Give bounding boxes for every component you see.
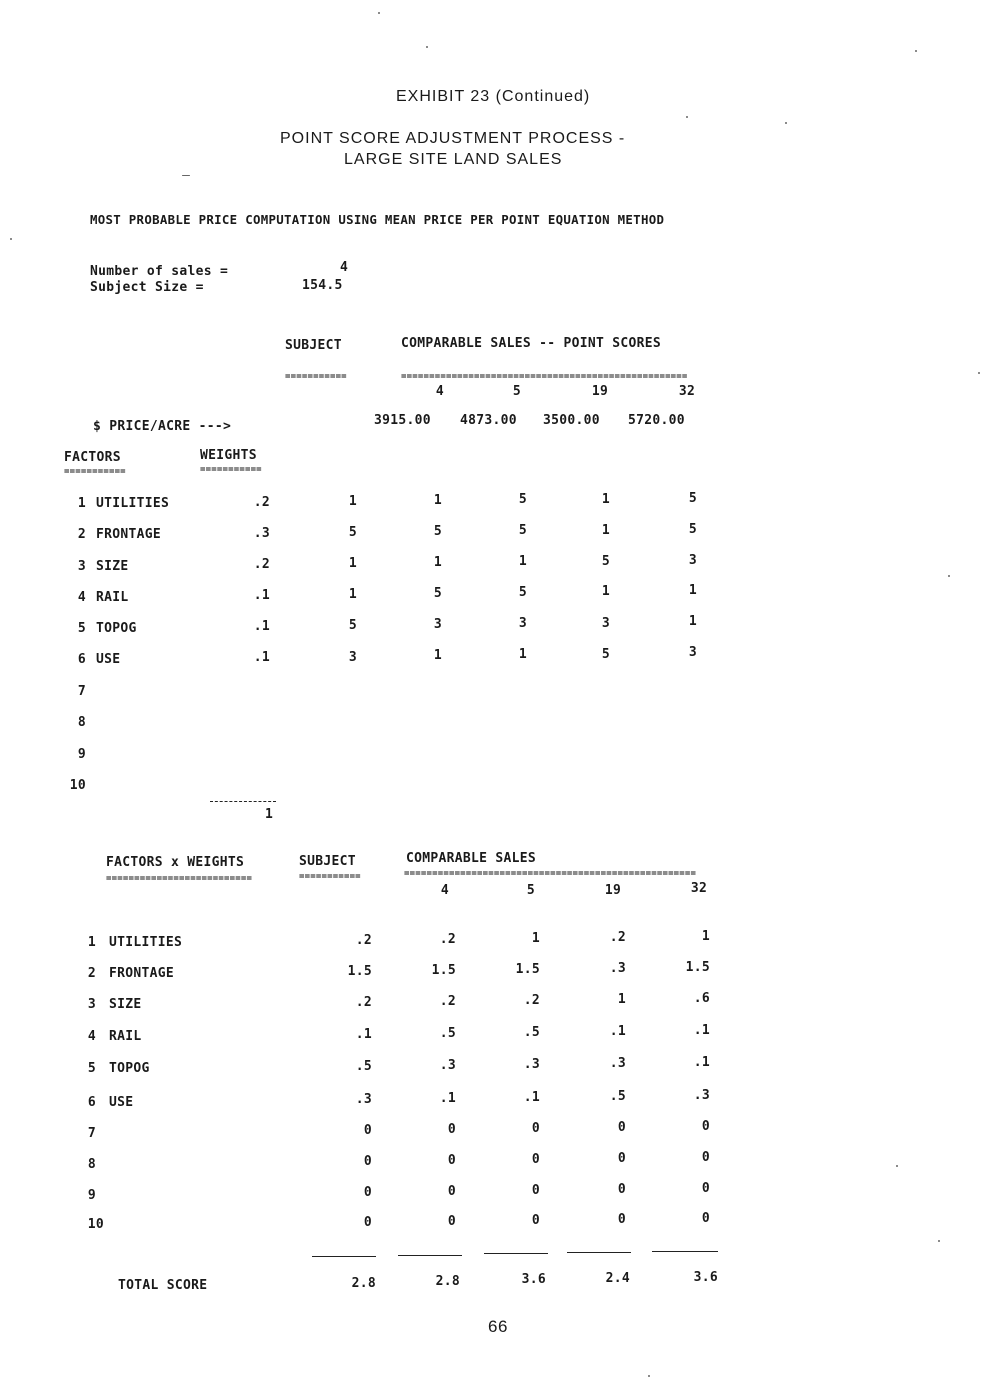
t2-row-comp: .3 [609,1056,626,1071]
t2-row-subject: 0 [363,1185,372,1200]
t1-row-subject: 3 [348,650,358,665]
t2-row-comp: .5 [523,1025,540,1040]
t1-row-comp: 3 [601,616,611,631]
t1-row-comp: 1 [518,647,528,662]
t2-row-num: 8 [87,1157,96,1172]
t1-row-comp: 5 [518,492,528,507]
t2-row-factor: RAIL [109,1029,142,1044]
weights-total: 1 [265,807,274,822]
exhibit-label: EXHIBIT 23 (Continued) [396,88,591,105]
t2-row-comp: .2 [609,930,626,945]
t2-sum-rule [484,1253,548,1254]
t1-row-comp: 1 [518,554,528,569]
t1-row-subject: 1 [348,556,358,571]
t1-row-num: 3 [77,559,86,574]
t2-sale-id: 32 [690,881,708,896]
t2-row-comp: 0 [531,1213,540,1228]
t1-comparables-header: COMPARABLE SALES -- POINT SCORES [401,336,662,351]
t1-row-subject: 5 [348,618,358,633]
scan-speck [938,1240,940,1242]
t1-row-comp: 3 [688,645,698,660]
t2-row-comp: 0 [447,1122,456,1137]
t1-row-num: 4 [77,590,86,605]
t1-row-num: 1 [77,496,86,511]
t2-row-subject: .1 [355,1027,372,1042]
t2-row-num: 9 [87,1188,96,1203]
t2-row-subject: 0 [363,1154,372,1169]
t2-sum-rule [398,1255,462,1256]
t2-row-factor: TOPOG [109,1061,150,1076]
t2-row-comp: 0 [531,1152,540,1167]
t2-sum-rule [312,1256,376,1257]
t2-row-num: 10 [87,1217,104,1232]
t1-factors-header: FACTORS [64,450,121,465]
t1-row-weight: .2 [253,495,270,510]
t2-row-comp: .3 [523,1057,540,1072]
t2-row-comp: 0 [617,1120,626,1135]
t1-sale-id: 5 [512,384,522,399]
t1-sale-id: 4 [435,384,445,399]
t2-row-subject: 1.5 [347,964,372,979]
t2-row-num: 3 [87,997,96,1012]
t1-row-subject: 1 [348,494,358,509]
t2-row-comp: .1 [609,1024,626,1039]
scan-speck [978,372,980,374]
t1-subject-header: SUBJECT [285,338,342,353]
method-line: MOST PROBABLE PRICE COMPUTATION USING MEAN PRICE PER POINT EQUATION METHOD [90,212,665,227]
t1-row-factor: USE [96,652,121,667]
t1-row-comp: 1 [601,523,611,538]
t1-row-comp: 3 [433,617,443,632]
t1-row-subject: 1 [348,587,358,602]
t1-subject-underline: =========== [285,372,347,382]
t1-row-comp: 5 [433,586,443,601]
t1-row-comp: 5 [518,585,528,600]
t2-sum-rule [567,1252,631,1253]
t2-subject-underline: =========== [299,872,361,882]
scan-speck [785,122,787,124]
t2-row-comp: .2 [523,993,540,1008]
t1-weights-underline: =========== [200,465,262,475]
t2-row-comp: .5 [609,1089,626,1104]
t2-row-comp: 0 [701,1150,710,1165]
t1-row-factor: UTILITIES [96,496,170,511]
t2-row-comp: .1 [693,1023,710,1038]
price-per-acre-label: $ PRICE/ACRE ---> [93,419,232,434]
t2-row-factor: UTILITIES [109,935,183,950]
t1-weights-header: WEIGHTS [200,448,257,463]
t2-row-comp: .1 [693,1055,710,1070]
scan-speck [378,12,380,14]
t2-row-comp: 0 [617,1151,626,1166]
t2-row-comp: 1.5 [431,963,456,978]
t2-comparables-underline: ==================================================== [404,869,697,879]
t2-row-factor: SIZE [109,997,142,1012]
t1-row-comp: 5 [688,491,698,506]
t2-row-num: 2 [87,966,96,981]
t2-row-comp: .3 [439,1058,456,1073]
t1-row-subject: 5 [348,525,358,540]
t1-row-comp: 5 [518,523,528,538]
t2-row-comp: 0 [447,1153,456,1168]
t2-row-num: 4 [87,1029,96,1044]
t1-price: 3915.00 [374,413,431,428]
t2-subject-header: SUBJECT [299,854,356,869]
t1-price: 3500.00 [543,413,600,428]
scan-speck [182,175,190,176]
t1-row-factor: RAIL [96,590,129,605]
t1-row-num: 6 [77,652,86,667]
t1-row-num: 10 [69,778,86,793]
t1-price: 5720.00 [628,413,685,428]
total-score-comp: 3.6 [693,1270,718,1285]
t2-row-comp: 0 [531,1183,540,1198]
t2-row-comp: 1.5 [515,962,540,977]
total-score-label: TOTAL SCORE [118,1278,208,1293]
t2-row-comp: .2 [439,994,456,1009]
t1-row-weight: .1 [253,588,270,603]
t2-row-comp: 0 [617,1182,626,1197]
t2-sum-rule [652,1251,718,1252]
t2-row-num: 5 [87,1061,96,1076]
total-score-comp: 2.4 [605,1271,630,1286]
t1-row-comp: 1 [433,555,443,570]
t2-row-comp: .1 [523,1090,540,1105]
t2-row-factor: FRONTAGE [109,966,175,981]
t2-comparables-header: COMPARABLE SALES [406,851,537,866]
t1-row-num: 9 [77,747,86,762]
t1-row-comp: 1 [688,583,698,598]
sales-count-label: Number of sales = [90,264,229,279]
t1-row-weight: .1 [253,619,270,634]
scan-speck [896,1165,898,1167]
t2-row-comp: 0 [531,1121,540,1136]
t1-row-weight: .1 [253,650,270,665]
page-number: 66 [488,1317,508,1336]
scan-speck [426,46,428,48]
t2-row-subject: 0 [363,1123,372,1138]
t2-row-comp: 0 [701,1119,710,1134]
t1-comparables-underline: =================================================== [401,372,688,382]
t1-row-comp: 1 [433,648,443,663]
t1-sale-id: 19 [591,384,609,399]
t1-row-comp: 1 [688,614,698,629]
scan-speck [686,116,688,118]
page-title-line-1: POINT SCORE ADJUSTMENT PROCESS - [280,130,626,147]
t1-row-comp: 1 [601,492,611,507]
t2-row-comp: .5 [439,1026,456,1041]
t2-sale-id: 19 [604,883,622,898]
t2-row-subject: .3 [355,1092,372,1107]
t2-row-comp: 1 [617,992,626,1007]
t2-row-num: 7 [87,1126,96,1141]
t1-row-comp: 5 [433,524,443,539]
t1-row-comp: 3 [688,553,698,568]
t1-row-comp: 5 [601,647,611,662]
t1-row-factor: SIZE [96,559,129,574]
t2-row-comp: .2 [439,932,456,947]
t2-row-comp: .3 [693,1088,710,1103]
scan-speck [10,238,12,240]
total-score-comp: 2.8 [435,1274,460,1289]
t2-row-comp: 1 [701,929,710,944]
t1-factors-underline: =========== [64,467,126,477]
t1-row-comp: 3 [518,616,528,631]
subject-size-value: 154.5 [302,278,343,293]
t1-row-comp: 5 [601,554,611,569]
t1-row-weight: .2 [253,557,270,572]
t2-row-num: 6 [87,1095,96,1110]
t2-factors-header: FACTORS x WEIGHTS [106,855,245,870]
t1-sale-id: 32 [678,384,696,399]
scan-speck [948,575,950,577]
t2-row-comp: 0 [701,1211,710,1226]
t2-row-subject: .2 [355,995,372,1010]
page-title-line-2: LARGE SITE LAND SALES [344,151,563,168]
t2-row-num: 1 [87,935,96,950]
t2-row-subject: .5 [355,1059,372,1074]
t1-row-weight: .3 [253,526,270,541]
t2-sale-id: 5 [526,883,536,898]
t1-row-num: 5 [77,621,86,636]
t1-row-factor: TOPOG [96,621,137,636]
t2-row-comp: 0 [617,1212,626,1227]
t2-row-comp: .1 [439,1091,456,1106]
total-score-comp: 3.6 [521,1272,546,1287]
t1-row-num: 8 [77,715,86,730]
t1-row-comp: 5 [688,522,698,537]
weights-sum-rule [210,801,276,802]
t1-row-factor: FRONTAGE [96,527,162,542]
scan-speck [915,50,917,52]
t2-sale-id: 4 [440,883,450,898]
scan-speck [648,1375,650,1377]
t2-row-comp: .3 [609,961,626,976]
t2-row-comp: 1 [531,931,540,946]
subject-size-label: Subject Size = [90,280,204,295]
t2-row-subject: 0 [363,1215,372,1230]
t2-row-comp: 1.5 [685,960,710,975]
t1-price: 4873.00 [460,413,517,428]
t2-row-comp: 0 [701,1181,710,1196]
t2-row-factor: USE [109,1095,134,1110]
sales-count-value: 4 [340,260,349,275]
t2-row-subject: .2 [355,933,372,948]
t1-row-comp: 1 [601,584,611,599]
t2-row-comp: 0 [447,1214,456,1229]
total-score-subject: 2.8 [351,1276,376,1291]
t1-row-num: 2 [77,527,86,542]
t2-row-comp: 0 [447,1184,456,1199]
t1-row-num: 7 [77,684,86,699]
t2-row-comp: .6 [693,991,710,1006]
t1-row-comp: 1 [433,493,443,508]
t2-factors-underline: ========================== [106,874,253,884]
